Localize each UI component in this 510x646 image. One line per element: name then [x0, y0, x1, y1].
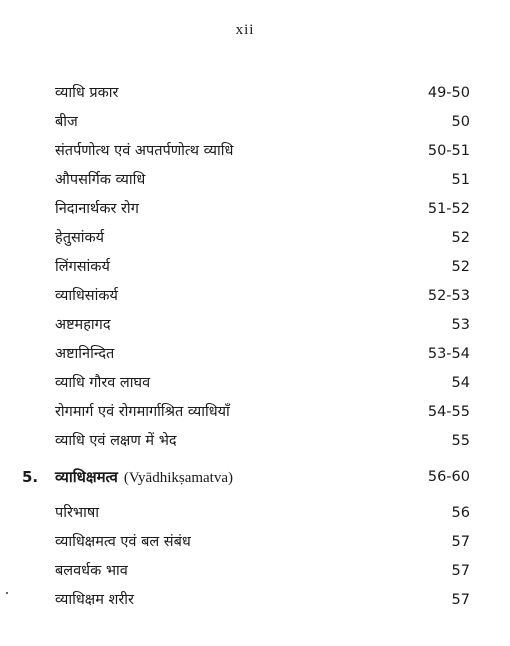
toc-entry-title: व्याधि गौरव लाघव [55, 375, 151, 391]
toc-entry-title: अष्टमहागद [55, 317, 111, 333]
chapter-title-transliteration: (Vyādhikṣamatva) [123, 470, 234, 486]
toc-entry-title: व्याधिसांकर्य [55, 288, 118, 304]
toc-entry-title: बलवर्धक भाव [55, 563, 128, 579]
toc-entry [0, 225, 510, 251]
toc-entry [0, 254, 510, 280]
toc-entry-title: लिंगसांकर्य [55, 259, 110, 275]
chapter-pages: 56-60 [427, 469, 470, 485]
toc-entry-pages: 51-52 [427, 201, 470, 217]
toc-entry [0, 558, 510, 584]
toc-entry [0, 428, 510, 454]
toc-entry-title: संतर्पणोत्थ एवं अपतर्पणोत्थ व्याधि [55, 143, 234, 159]
toc-entry-title: औपसर्गिक व्याधि [55, 172, 146, 188]
toc-entry [0, 283, 510, 309]
toc-chapter-heading [0, 464, 510, 490]
chapter-title [55, 464, 233, 491]
toc-entry [0, 399, 510, 425]
toc-entry-pages: 54-55 [427, 404, 470, 420]
toc-entry-title: परिभाषा [55, 505, 100, 521]
toc-entry-title: हेतुसांकर्य [55, 230, 105, 246]
toc-entry [0, 529, 510, 555]
toc-entry-pages: 55 [451, 433, 470, 449]
toc-entry-title: व्याधि प्रकार [55, 85, 119, 101]
toc-entry-pages: 53 [451, 317, 470, 333]
toc-entry-title: बीज [55, 114, 78, 130]
toc-entry-pages: 57 [451, 534, 470, 550]
toc-entry-title: व्याधिक्षमत्व एवं बल संबंध [55, 534, 191, 550]
toc-entry-pages: 57 [451, 563, 470, 579]
toc-entry-pages: 53-54 [427, 346, 470, 362]
toc-entry [0, 587, 510, 613]
toc-entry-title: व्याधि एवं लक्षण में भेद [55, 433, 177, 449]
toc-entry [0, 196, 510, 222]
toc-entry-pages: 49-50 [427, 85, 470, 101]
chapter-title-hindi: व्याधिक्षमत्व [55, 468, 118, 486]
toc-entry-pages: 52 [451, 259, 470, 275]
toc-entry-pages: 57 [451, 592, 470, 608]
scan-speck [6, 592, 8, 594]
toc-entry-pages: 56 [451, 505, 470, 521]
toc-entry [0, 167, 510, 193]
toc-entry [0, 138, 510, 164]
toc-entry [0, 500, 510, 526]
toc-entry-title: रोगमार्ग एवं रोगमार्गाश्रित व्याधियाँ [55, 404, 230, 420]
toc-entry [0, 80, 510, 106]
chapter-number: 5. [22, 468, 39, 486]
toc-entry-pages: 50 [451, 114, 470, 130]
toc-entry-pages: 50-51 [427, 143, 470, 159]
toc-entry [0, 312, 510, 338]
toc-entry-pages: 54 [451, 375, 470, 391]
toc-entry [0, 370, 510, 396]
toc-entry-title: अष्टानिन्दित [55, 346, 115, 362]
page-number: xii [235, 22, 255, 38]
toc-entry-pages: 51 [451, 172, 470, 188]
toc-entry [0, 109, 510, 135]
toc-entry [0, 341, 510, 367]
toc-entry-title: व्याधिक्षम शरीर [55, 592, 134, 608]
toc-entry-pages: 52 [451, 230, 470, 246]
toc-entry-title: निदानार्थकर रोग [55, 201, 139, 217]
toc-entry-pages: 52-53 [427, 288, 470, 304]
